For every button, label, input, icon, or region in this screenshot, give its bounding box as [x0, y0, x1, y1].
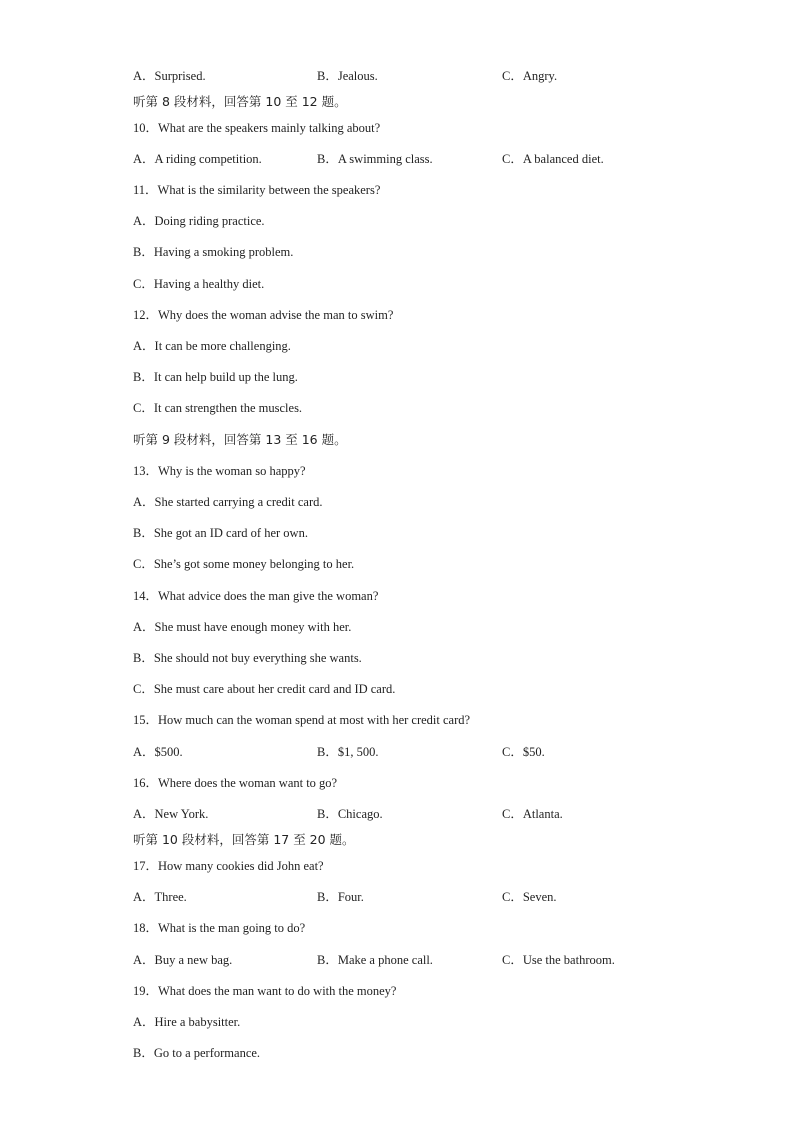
answer-option: A．She must have enough money with her.	[133, 620, 352, 634]
option-b: B．Make a phone call.	[317, 953, 433, 967]
answer-option: C．She must care about her credit card and ID card.	[133, 682, 396, 696]
question-stem: 16．Where does the woman want to go?	[133, 776, 338, 790]
answer-option: B．She got an ID card of her own.	[133, 526, 308, 540]
answer-option: A．She started carrying a credit card.	[133, 495, 323, 509]
option-c: C．Atlanta.	[502, 807, 563, 821]
option-a: A．Three.	[133, 890, 187, 904]
answer-option: C．Having a healthy diet.	[133, 277, 265, 291]
section-heading: 听第 9 段材料，回答第 13 至 16 题。	[133, 432, 347, 447]
option-c: C．$50.	[502, 745, 545, 759]
question-stem: 12．Why does the woman advise the man to swim?	[133, 308, 394, 322]
answer-option: C．She’s got some money belonging to her.	[133, 557, 355, 571]
option-c: C．Use the bathroom.	[502, 953, 615, 967]
question-stem: 15．How much can the woman spend at most with her credit card?	[133, 713, 471, 727]
option-c: C．Angry.	[502, 69, 558, 83]
option-b: B．Chicago.	[317, 807, 383, 821]
option-a: A．New York.	[133, 807, 209, 821]
option-a: A．$500.	[133, 745, 183, 759]
answer-option: B．She should not buy everything she wants.	[133, 651, 362, 665]
option-b: B．A swimming class.	[317, 152, 433, 166]
option-b: B．$1, 500.	[317, 745, 379, 759]
option-c: C．Seven.	[502, 890, 557, 904]
answer-option: A．Doing riding practice.	[133, 214, 265, 228]
question-stem: 10．What are the speakers mainly talking about?	[133, 121, 381, 135]
question-stem: 13．Why is the woman so happy?	[133, 464, 306, 478]
answer-option: C．It can strengthen the muscles.	[133, 401, 303, 415]
question-stem: 17．How many cookies did John eat?	[133, 859, 324, 873]
answer-option: B．Go to a performance.	[133, 1046, 261, 1060]
option-a: A．Surprised.	[133, 69, 206, 83]
question-stem: 19．What does the man want to do with the money?	[133, 984, 397, 998]
section-heading: 听第 8 段材料，回答第 10 至 12 题。	[133, 94, 347, 109]
answer-option: A．It can be more challenging.	[133, 339, 291, 353]
option-a: A．A riding competition.	[133, 152, 262, 166]
section-heading: 听第 10 段材料，回答第 17 至 20 题。	[133, 832, 355, 847]
question-stem: 14．What advice does the man give the woman?	[133, 589, 379, 603]
option-b: B．Jealous.	[317, 69, 378, 83]
answer-option: A．Hire a babysitter.	[133, 1015, 241, 1029]
option-b: B．Four.	[317, 890, 364, 904]
question-stem: 11．What is the similarity between the speakers?	[133, 183, 381, 197]
question-stem: 18．What is the man going to do?	[133, 921, 306, 935]
option-c: C．A balanced diet.	[502, 152, 604, 166]
answer-option: B．It can help build up the lung.	[133, 370, 298, 384]
option-a: A．Buy a new bag.	[133, 953, 233, 967]
answer-option: B．Having a smoking problem.	[133, 245, 294, 259]
